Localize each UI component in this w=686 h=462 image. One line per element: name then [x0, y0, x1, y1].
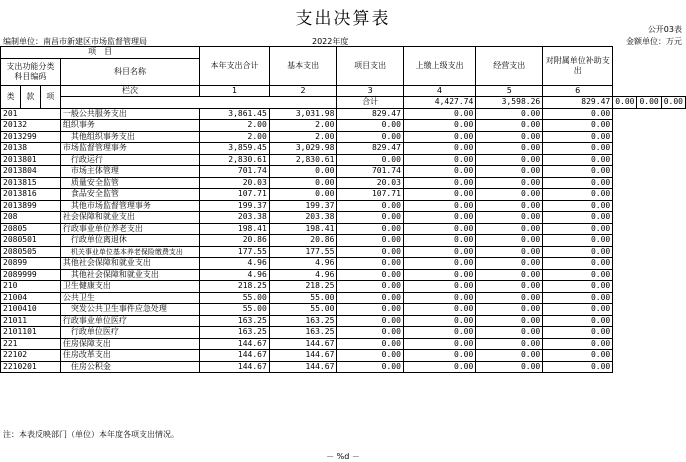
- amount-cell: 3,031.98: [269, 108, 337, 120]
- amount-cell: 0.00: [543, 223, 613, 235]
- amount-cell: 0.00: [476, 200, 543, 212]
- amount-cell: 0.00: [337, 223, 404, 235]
- amount-cell: 0.00: [403, 223, 475, 235]
- table-row: [1, 166, 686, 178]
- amount-cell: 0.00: [476, 281, 543, 293]
- amount-cell: 107.71: [337, 189, 404, 201]
- subject-name: 行政运行: [60, 154, 199, 166]
- subject-name: 机关事业单位基本养老保险缴费支出: [60, 246, 199, 258]
- amount-cell: 0.00: [337, 120, 404, 132]
- amount-cell: 0.00: [476, 212, 543, 224]
- amount-cell: 144.67: [200, 350, 270, 362]
- cat-kuan-header: 款: [21, 85, 40, 108]
- subject-code: 20132: [1, 120, 61, 132]
- subject-code: 21004: [1, 292, 61, 304]
- amount-cell: 0.00: [403, 246, 475, 258]
- amount-cell: 144.67: [269, 338, 337, 350]
- amount-cell: 0.00: [476, 108, 543, 120]
- amount-cell: 0.00: [337, 292, 404, 304]
- total-value: 3,598.26: [476, 97, 543, 109]
- amount-cell: 0.00: [403, 200, 475, 212]
- table-row: [1, 304, 686, 316]
- amount-cell: 0.00: [476, 223, 543, 235]
- amount-cell: 0.00: [543, 143, 613, 155]
- amount-cell: 0.00: [337, 315, 404, 327]
- amount-cell: 0.00: [543, 235, 613, 247]
- subject-name: 其他社会保障和就业支出: [60, 269, 199, 281]
- amount-cell: 0.00: [337, 304, 404, 316]
- amount-cell: 55.00: [200, 292, 270, 304]
- amount-cell: 163.25: [269, 327, 337, 339]
- table-row: [1, 212, 686, 224]
- table-row: [1, 350, 686, 362]
- amount-cell: 0.00: [476, 177, 543, 189]
- amount-cell: 0.00: [476, 131, 543, 143]
- row-number-label: 栏次: [60, 85, 199, 97]
- subject-name: 行政单位离退休: [60, 235, 199, 247]
- subject-name: 社会保障和就业支出: [60, 212, 199, 224]
- amount-cell: 0.00: [337, 327, 404, 339]
- amount-cell: 203.38: [269, 212, 337, 224]
- amount-cell: 0.00: [337, 281, 404, 293]
- amount-cell: 198.41: [200, 223, 270, 235]
- subject-code: 2210201: [1, 361, 61, 373]
- amount-cell: 0.00: [337, 350, 404, 362]
- amount-cell: 218.25: [269, 281, 337, 293]
- total-value: 4,427.74: [403, 97, 475, 109]
- amount-cell: 0.00: [269, 177, 337, 189]
- subject-name: 住房改革支出: [60, 350, 199, 362]
- amount-cell: 0.00: [543, 281, 613, 293]
- amount-cell: 0.00: [403, 189, 475, 201]
- amount-cell: 0.00: [476, 154, 543, 166]
- col-number: 5: [476, 85, 543, 97]
- subject-name: 行政单位医疗: [60, 327, 199, 339]
- table-row: [1, 223, 686, 235]
- table-row: [1, 235, 686, 247]
- amount-cell: 0.00: [403, 177, 475, 189]
- table-row: [1, 120, 686, 132]
- amount-cell: 4.96: [269, 269, 337, 281]
- subject-name: 住房保障支出: [60, 338, 199, 350]
- subject-name: 食品安全监管: [60, 189, 199, 201]
- amount-cell: 163.25: [269, 315, 337, 327]
- project-header: 项 目: [1, 47, 200, 59]
- amount-cell: 0.00: [476, 246, 543, 258]
- amount-cell: 829.47: [337, 143, 404, 155]
- table-row: [1, 338, 686, 350]
- amount-cell: 3,861.45: [200, 108, 270, 120]
- table-row: [1, 131, 686, 143]
- subject-code: 221: [1, 338, 61, 350]
- total-value: 0.00: [613, 97, 637, 109]
- subject-name: 行政事业单位养老支出: [60, 223, 199, 235]
- amount-cell: 0.00: [337, 361, 404, 373]
- amount-cell: 0.00: [403, 258, 475, 270]
- amount-cell: 0.00: [543, 108, 613, 120]
- subject-name: 其他市场监督管理事务: [60, 200, 199, 212]
- amount-cell: 0.00: [403, 281, 475, 293]
- table-row: [1, 258, 686, 270]
- amount-cell: 0.00: [403, 327, 475, 339]
- amount-cell: 199.37: [200, 200, 270, 212]
- amount-cell: 2.00: [200, 131, 270, 143]
- amount-cell: 0.00: [476, 315, 543, 327]
- page-footer: － %d －: [326, 452, 360, 461]
- subject-code: 2013899: [1, 200, 61, 212]
- subject-code: 210: [1, 281, 61, 293]
- table-row: [1, 143, 686, 155]
- subject-code: 21011: [1, 315, 61, 327]
- subject-name: 行政事业单位医疗: [60, 315, 199, 327]
- table-row: [1, 246, 686, 258]
- col-header-subsidy: 对附属单位补助支出: [543, 47, 613, 86]
- col-header-basic: 基本支出: [269, 47, 337, 86]
- amount-cell: 218.25: [200, 281, 270, 293]
- amount-cell: 0.00: [543, 154, 613, 166]
- subject-code: 2080505: [1, 246, 61, 258]
- col-number: 6: [543, 85, 613, 97]
- amount-cell: 0.00: [337, 258, 404, 270]
- amount-cell: 0.00: [403, 212, 475, 224]
- subject-name: 其他社会保障和就业支出: [60, 258, 199, 270]
- subject-name: 市场主体管理: [60, 166, 199, 178]
- amount-cell: 0.00: [543, 120, 613, 132]
- amount-cell: 0.00: [543, 166, 613, 178]
- table-row: [1, 269, 686, 281]
- amount-cell: 0.00: [543, 212, 613, 224]
- table-row: [1, 154, 686, 166]
- col-number: 2: [269, 85, 337, 97]
- subject-code: 20138: [1, 143, 61, 155]
- subject-name-header: 科目名称: [60, 58, 199, 85]
- amount-cell: 0.00: [543, 350, 613, 362]
- amount-cell: 0.00: [476, 304, 543, 316]
- subject-code: 2013815: [1, 177, 61, 189]
- amount-cell: 144.67: [269, 361, 337, 373]
- amount-cell: 0.00: [476, 258, 543, 270]
- amount-cell: 0.00: [403, 154, 475, 166]
- expenditure-table: [0, 46, 686, 373]
- amount-cell: 4.96: [200, 269, 270, 281]
- amount-cell: 20.03: [200, 177, 270, 189]
- amount-cell: 0.00: [543, 131, 613, 143]
- total-value: 0.00: [661, 97, 685, 109]
- col-header-business: 经营支出: [476, 47, 543, 86]
- subject-code: 2100410: [1, 304, 61, 316]
- subject-name: 住房公积金: [60, 361, 199, 373]
- col-number: 1: [200, 85, 270, 97]
- header-row-4: [1, 85, 686, 97]
- amount-cell: 829.47: [337, 108, 404, 120]
- amount-cell: 144.67: [200, 361, 270, 373]
- amount-cell: 163.25: [200, 315, 270, 327]
- subject-code: 2013804: [1, 166, 61, 178]
- amount-cell: 0.00: [476, 269, 543, 281]
- amount-cell: 144.67: [200, 338, 270, 350]
- col-header-remit: 上缴上级支出: [403, 47, 475, 86]
- amount-cell: 2.00: [200, 120, 270, 132]
- amount-cell: 0.00: [476, 143, 543, 155]
- subject-code: 201: [1, 108, 61, 120]
- amount-cell: 203.38: [200, 212, 270, 224]
- subject-code: 2013299: [1, 131, 61, 143]
- header-row-1: [1, 47, 686, 59]
- table-row: [1, 327, 686, 339]
- table-row: [1, 200, 686, 212]
- amount-cell: 3,859.45: [200, 143, 270, 155]
- amount-cell: 0.00: [403, 350, 475, 362]
- amount-cell: 0.00: [476, 338, 543, 350]
- amount-cell: 0.00: [543, 338, 613, 350]
- amount-cell: 0.00: [543, 327, 613, 339]
- amount-cell: 0.00: [543, 189, 613, 201]
- amount-cell: 2,830.61: [200, 154, 270, 166]
- total-label: 合计: [337, 97, 404, 109]
- amount-cell: 0.00: [543, 269, 613, 281]
- amount-cell: 4.96: [269, 258, 337, 270]
- amount-cell: 0.00: [476, 120, 543, 132]
- amount-cell: 0.00: [403, 143, 475, 155]
- code-group-header: 支出功能分类科目编码: [1, 58, 61, 85]
- subject-code: 2089999: [1, 269, 61, 281]
- cat-xiang-header: 项: [40, 85, 60, 108]
- amount-cell: 107.71: [200, 189, 270, 201]
- amount-cell: 0.00: [476, 350, 543, 362]
- amount-cell: 0.00: [337, 269, 404, 281]
- preparing-unit: 编制单位：南昌市新建区市场监督管理局: [3, 37, 147, 46]
- amount-cell: 2.00: [269, 120, 337, 132]
- col-header-total: 本年支出合计: [200, 47, 270, 86]
- table-row: [1, 292, 686, 304]
- report-meta: [0, 36, 686, 46]
- amount-cell: 198.41: [269, 223, 337, 235]
- amount-cell: 177.55: [269, 246, 337, 258]
- amount-cell: 0.00: [403, 235, 475, 247]
- amount-cell: 0.00: [337, 246, 404, 258]
- amount-cell: 0.00: [543, 258, 613, 270]
- amount-cell: 0.00: [337, 235, 404, 247]
- table-row: [1, 361, 686, 373]
- amount-cell: 0.00: [543, 361, 613, 373]
- table-row: [1, 108, 686, 120]
- col-number: 3: [337, 85, 404, 97]
- amount-cell: 0.00: [403, 269, 475, 281]
- subject-code: 2080501: [1, 235, 61, 247]
- amount-cell: 2.00: [269, 131, 337, 143]
- subject-name: 质量安全监管: [60, 177, 199, 189]
- subject-name: 市场监督管理事务: [60, 143, 199, 155]
- amount-cell: 177.55: [200, 246, 270, 258]
- amount-cell: 144.67: [269, 350, 337, 362]
- amount-cell: 55.00: [269, 304, 337, 316]
- subject-code: 20899: [1, 258, 61, 270]
- amount-cell: 0.00: [543, 315, 613, 327]
- amount-cell: 0.00: [543, 200, 613, 212]
- amount-cell: 0.00: [476, 361, 543, 373]
- total-value: 829.47: [543, 97, 613, 109]
- subject-name: 突发公共卫生事件应急处理: [60, 304, 199, 316]
- total-value: 0.00: [637, 97, 661, 109]
- table-row: [1, 281, 686, 293]
- amount-cell: 0.00: [337, 212, 404, 224]
- amount-cell: 20.03: [337, 177, 404, 189]
- table-row: [1, 315, 686, 327]
- amount-cell: 199.37: [269, 200, 337, 212]
- subject-name: 组织事务: [60, 120, 199, 132]
- table-row: [1, 189, 686, 201]
- amount-cell: 701.74: [337, 166, 404, 178]
- amount-cell: 0.00: [403, 338, 475, 350]
- amount-cell: 0.00: [269, 166, 337, 178]
- amount-cell: 0.00: [337, 154, 404, 166]
- report-title: 支出决算表: [295, 9, 391, 29]
- amount-cell: 0.00: [543, 177, 613, 189]
- amount-cell: 0.00: [403, 108, 475, 120]
- amount-cell: 4.96: [200, 258, 270, 270]
- money-unit: 金额单位：万元: [626, 37, 682, 46]
- subject-name: 公共卫生: [60, 292, 199, 304]
- subject-code: 2101101: [1, 327, 61, 339]
- amount-cell: 20.86: [200, 235, 270, 247]
- amount-cell: 0.00: [543, 246, 613, 258]
- amount-cell: 0.00: [403, 120, 475, 132]
- subject-code: 20805: [1, 223, 61, 235]
- amount-cell: 0.00: [403, 361, 475, 373]
- cat-class-header: 类: [1, 85, 21, 108]
- amount-cell: 163.25: [200, 327, 270, 339]
- amount-cell: 0.00: [337, 131, 404, 143]
- amount-cell: 0.00: [269, 189, 337, 201]
- amount-cell: 0.00: [476, 292, 543, 304]
- amount-cell: 0.00: [476, 189, 543, 201]
- subject-name: 其他组织事务支出: [60, 131, 199, 143]
- subject-name: 一般公共服务支出: [60, 108, 199, 120]
- amount-cell: 0.00: [476, 235, 543, 247]
- amount-cell: 55.00: [269, 292, 337, 304]
- total-spacer: [60, 97, 337, 109]
- amount-cell: 0.00: [476, 327, 543, 339]
- amount-cell: 20.86: [269, 235, 337, 247]
- amount-cell: 0.00: [403, 292, 475, 304]
- amount-cell: 0.00: [543, 304, 613, 316]
- amount-cell: 0.00: [403, 166, 475, 178]
- subject-name: 卫生健康支出: [60, 281, 199, 293]
- amount-cell: 0.00: [337, 338, 404, 350]
- report-year: 2022年度: [312, 37, 349, 46]
- table-note: 注：本表反映部门（单位）本年度各项支出情况。: [3, 430, 179, 439]
- amount-cell: 0.00: [403, 131, 475, 143]
- subject-code: 208: [1, 212, 61, 224]
- amount-cell: 0.00: [337, 200, 404, 212]
- amount-cell: 55.00: [200, 304, 270, 316]
- col-header-project: 项目支出: [337, 47, 404, 86]
- col-number: 4: [403, 85, 475, 97]
- table-number: 公开03表: [647, 25, 682, 34]
- amount-cell: 0.00: [476, 166, 543, 178]
- amount-cell: 0.00: [543, 292, 613, 304]
- total-row: [1, 97, 686, 109]
- amount-cell: 0.00: [403, 315, 475, 327]
- subject-code: 2013816: [1, 189, 61, 201]
- subject-code: 22102: [1, 350, 61, 362]
- amount-cell: 0.00: [403, 304, 475, 316]
- subject-code: 2013801: [1, 154, 61, 166]
- table-row: [1, 177, 686, 189]
- amount-cell: 3,029.98: [269, 143, 337, 155]
- amount-cell: 2,830.61: [269, 154, 337, 166]
- amount-cell: 701.74: [200, 166, 270, 178]
